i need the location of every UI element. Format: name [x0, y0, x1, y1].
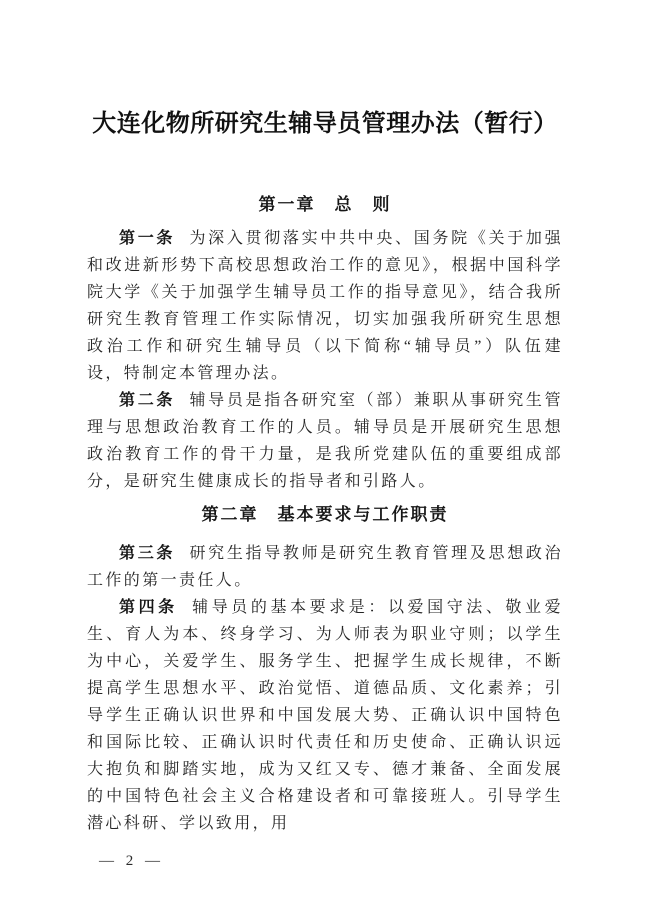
- article-4-text: 辅导员的基本要求是：以爱国守法、敬业爱生、育人为本、终身学习、为人师表为职业守则；以学生为中心，关爱学生、服务学生、把握学生成长规律，不断提高学生思想水平、政治觉悟、道德品质、文化素养；引导学生正确认识世界和中国发展大势、正确认识中国特色和国际比较、正确认识时代责任和历史使命、正确认识远大抱负和脚踏实地，成为又红又专、德才兼备、全面发展的中国特色社会主义合格建设者和可靠接班人。引导学生潜心科研、学以致用，用: [87, 599, 563, 832]
- article-1: [87, 225, 563, 387]
- article-1-text: 为深入贯彻落实中共中央、国务院《关于加强和改进新形势下高校思想政治工作的意见》，根据中国科学院大学《关于加强学生辅导员工作的指导意见》，结合我所研究生教育管理工作实际情况，切实加强我所研究生思想政治工作和研究生辅导员（以下简称“辅导员”）队伍建设，特制定本管理办法。: [87, 230, 563, 382]
- chapter-1-heading: 第一章 总 则: [258, 195, 392, 214]
- article-3: [87, 540, 563, 594]
- document-title: 大连化物所研究生辅导员管理办法（暂行）: [92, 111, 558, 137]
- chapter-2-heading: 第二章 基本要求与工作职责: [201, 505, 449, 524]
- article-3-text: 研究生指导教师是研究生教育管理及思想政治工作的第一责任人。: [87, 545, 563, 589]
- article-2: [87, 387, 563, 495]
- article-4: [87, 594, 563, 837]
- article-2-text: 辅导员是指各研究室（部）兼职从事研究生管理与思想政治教育工作的人员。辅导员是开展研究生思想政治教育工作的骨干力量，是我所党建队伍的重要组成部分，是研究生健康成长的指导者和引路人。: [87, 392, 563, 490]
- page-number: — 2 —: [99, 853, 164, 869]
- article-3-label: 第三条: [119, 545, 176, 562]
- article-1-label: 第一条: [119, 230, 176, 247]
- article-2-label: 第二条: [119, 392, 176, 409]
- article-4-label: 第四条: [119, 599, 178, 616]
